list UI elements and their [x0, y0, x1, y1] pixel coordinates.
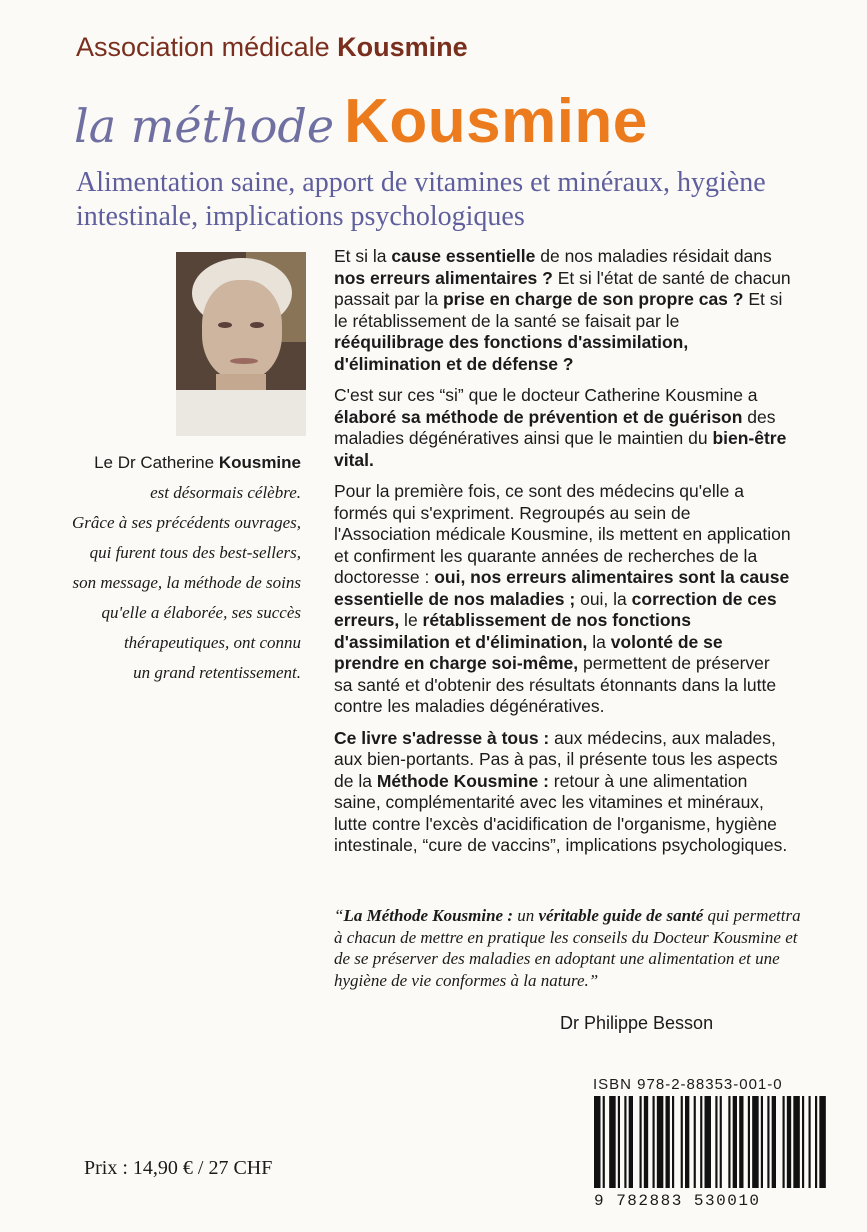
barcode-bar [767, 1096, 769, 1188]
barcode-bar [666, 1096, 670, 1188]
testimonial-quote: “La Méthode Kousmine : un véritable guide de santé qui permettra à chacun de mettre en pratique les conseils du Docteur Kousmine et de se préserver des maladies en adoptant une alimentation et une hygiène de vie conformes à la nature.” [334, 906, 801, 990]
caption-lead [51, 450, 301, 476]
caption-line: est désormais célèbre. [150, 483, 301, 502]
barcode-bar [793, 1096, 800, 1188]
association-heading [76, 32, 468, 63]
isbn-label: ISBN 978-2-88353-001-0 [593, 1076, 783, 1093]
caption-lead-prefix: Le Dr Catherine [94, 453, 219, 472]
barcode-bar [802, 1096, 804, 1188]
barcode-bar [657, 1096, 664, 1188]
barcode-bar [624, 1096, 626, 1188]
barcode-bar [752, 1096, 759, 1188]
barcode-bar [629, 1096, 633, 1188]
barcode-bar [653, 1096, 655, 1188]
paragraph-3: Pour la première fois, ce sont des médecins qu'elle a formés qui s'expriment. Regroupés au sein de l'Association médicale Kousmine, ils mettent en application et confirment les quarante années de recherches de la doctoresse : oui, nos erreurs alimentaires sont la cause essentielle de nos maladies ; oui, la correction de ces erreurs, le rétablissement de nos fonctions d'assimilation et d'élimination, la volonté de se prendre en charge soi-même, permettent de préserver sa santé et d'obtenir des résultats étonnants dans la lutte contre les maladies dégénératives. [334, 481, 791, 716]
title-main: Kousmine [344, 87, 648, 156]
barcode-bar [728, 1096, 730, 1188]
barcode-bar [772, 1096, 776, 1188]
caption-line: Grâce à ses précédents ouvrages, [72, 513, 301, 532]
association-name: Kousmine [337, 32, 468, 62]
barcode-digits: 9 782883 530010 [594, 1192, 761, 1210]
caption-line: qu'elle a élaborée, ses succès [101, 603, 301, 622]
photo-caption [51, 450, 301, 690]
barcode-bar [720, 1096, 722, 1188]
paragraph-1: Et si la cause essentielle de nos maladies résidait dans nos erreurs alimentaires ? Et si l'état de santé de chacun passait par la prise en charge de son propre cas ? Et si le rétablissement de la santé se faisait par le rééquilibrage des fonctions d'assimilation, d'élimination et de défense ? [334, 246, 791, 374]
barcode-bar [644, 1096, 648, 1188]
barcode-bar [815, 1096, 817, 1188]
barcode-bar [609, 1096, 616, 1188]
barcode-bar [809, 1096, 811, 1188]
barcode-bar [700, 1096, 702, 1188]
barcode-bar [603, 1096, 605, 1188]
caption-line: thérapeutiques, ont connu [123, 633, 301, 652]
paragraph-2: C'est sur ces “si” que le docteur Catherine Kousmine a élaboré sa méthode de prévention et de guérison des maladies dégénératives ainsi que le maintien du bien-être vital. [334, 385, 787, 470]
barcode-bar [819, 1096, 826, 1188]
barcode-bar [681, 1096, 683, 1188]
caption-line: un grand retentissement. [133, 663, 301, 682]
title-prefix: la méthode [74, 99, 335, 153]
quote-author: Dr Philippe Besson [560, 1013, 714, 1033]
book-subtitle: Alimentation saine, apport de vitamines et minéraux, hygiène intestinale, implications psychologiques [76, 167, 766, 232]
barcode-bar [739, 1096, 743, 1188]
barcode-bar [787, 1096, 791, 1188]
barcode-bar [761, 1096, 763, 1188]
price-label: Prix : 14,90 € / 27 CHF [84, 1157, 273, 1179]
barcode-bar [618, 1096, 620, 1188]
paragraph-4: Ce livre s'adresse à tous : aux médecins, aux malades, aux bien-portants. Pas à pas, il présente tous les aspects de la Méthode Kousmine : retour à une alimentation saine, complémentarité avec les vitamines et minéraux, lutte contre l'excès d'acidification de l'organisme, hygiène intestinale, “cure de vaccins”, implications psychologiques. [334, 727, 788, 855]
barcode-bar [640, 1096, 642, 1188]
barcode-bar [694, 1096, 696, 1188]
barcode-bar [672, 1096, 674, 1188]
barcode-bar [594, 1096, 601, 1188]
barcode-bar [733, 1096, 737, 1188]
association-prefix: Association médicale [76, 32, 338, 62]
caption-line: son message, la méthode de soins [72, 573, 301, 592]
barcode-bar [715, 1096, 717, 1188]
barcode-bar [705, 1096, 712, 1188]
barcode-bar [685, 1096, 689, 1188]
description-text [334, 246, 792, 867]
caption-lead-name: Kousmine [218, 453, 301, 472]
author-photo [176, 252, 306, 436]
book-title [74, 86, 648, 157]
barcode [594, 1096, 828, 1200]
barcode-bar [783, 1096, 785, 1188]
caption-line: qui furent tous des best-sellers, [89, 543, 301, 562]
barcode-bar [748, 1096, 750, 1188]
